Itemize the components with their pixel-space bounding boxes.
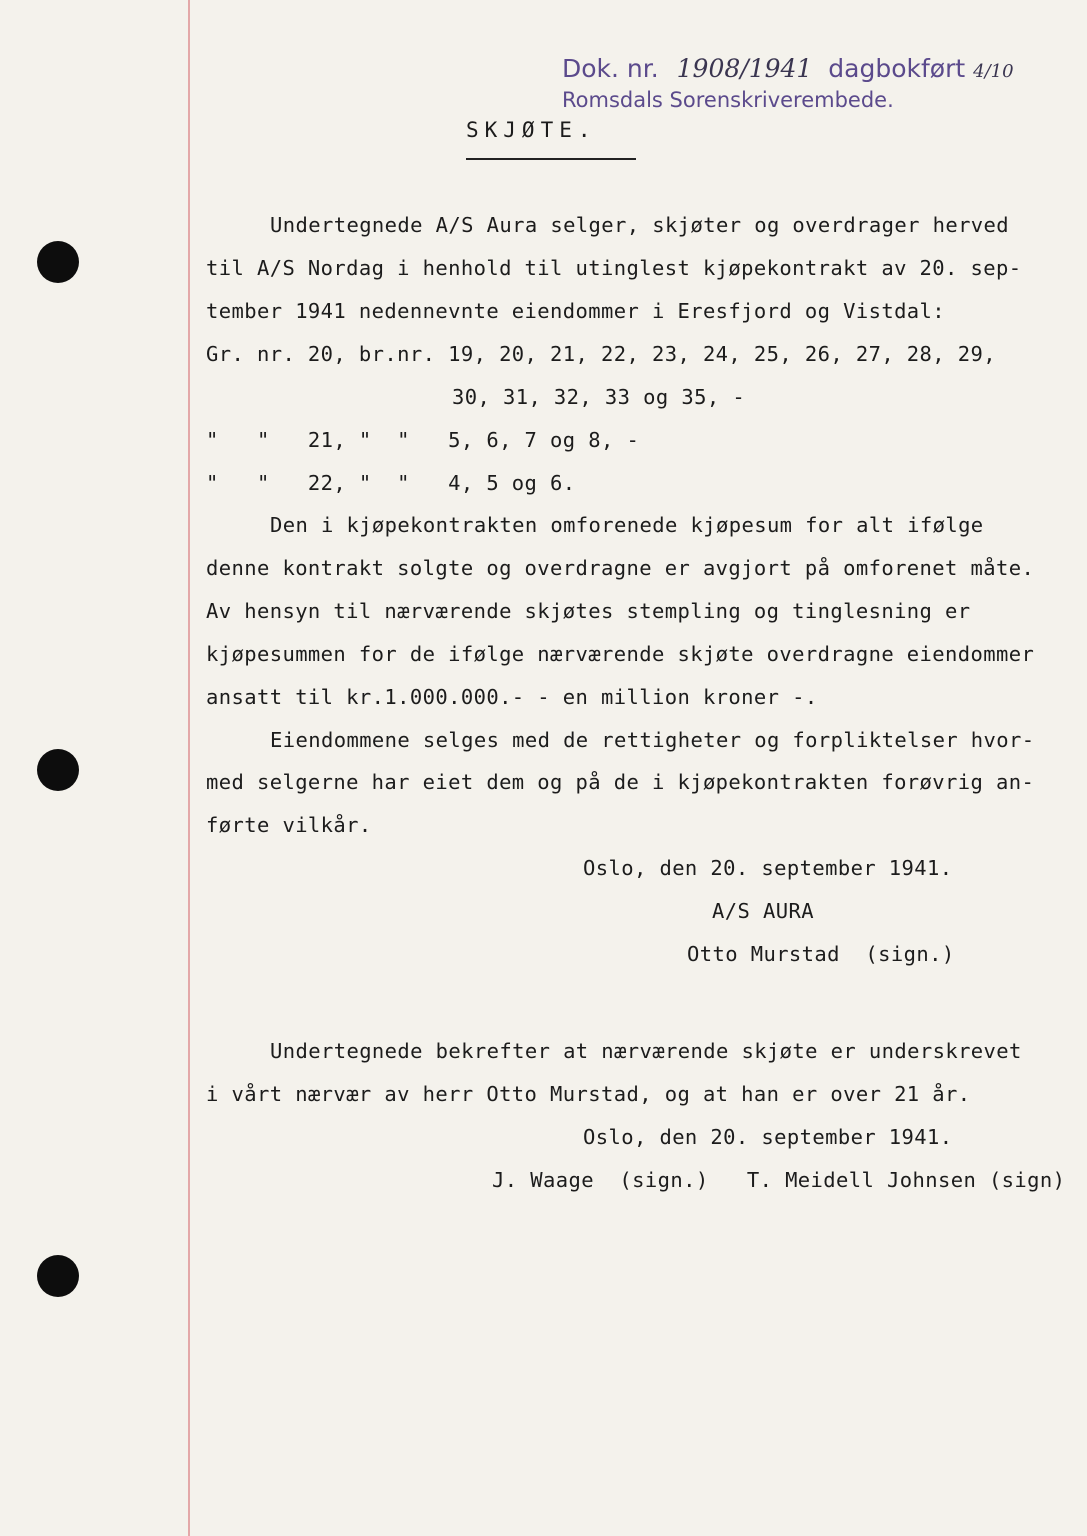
signatory-line: Otto Murstad (sign.) <box>687 942 955 966</box>
text-line: til A/S Nordag i henhold til utinglest kjøpekontrakt av 20. sep- <box>206 256 1022 280</box>
text-line: førte vilkår. <box>206 813 372 837</box>
text-line: Undertegnede A/S Aura selger, skjøter og overdrager herved <box>270 213 1010 237</box>
punch-hole <box>37 241 79 283</box>
stamp-line-2: Romsdals Sorenskriverembede. <box>562 88 894 112</box>
punch-hole <box>37 749 79 791</box>
text-line: ansatt til kr.1.000.000.- - en million kroner -. <box>206 685 818 709</box>
document-title: SKJØTE. <box>466 118 597 142</box>
text-line: med selgerne har eiet dem og på de i kjøpekontrakten forøvrig an- <box>206 770 1035 794</box>
date-line: Oslo, den 20. september 1941. <box>583 1125 953 1149</box>
stamp-date: 4/10 <box>973 61 1014 82</box>
text-line: denne kontrakt solgte og overdragne er avgjort på omforenet måte. <box>206 556 1035 580</box>
title-underline <box>466 158 636 160</box>
margin-line <box>188 0 190 1536</box>
text-line: Undertegnede bekrefter at nærværende skjøte er underskrevet <box>270 1039 1022 1063</box>
text-line: kjøpesummen for de ifølge nærværende skjøte overdragne eiendommer <box>206 642 1035 666</box>
text-line: Eiendommene selges med de rettigheter og forpliktelser hvor- <box>270 728 1035 752</box>
stamp-prefix: Dok. nr. <box>562 54 659 83</box>
punch-hole <box>37 1255 79 1297</box>
text-line: 30, 31, 32, 33 og 35, - <box>452 385 746 409</box>
text-line: Gr. nr. 20, br.nr. 19, 20, 21, 22, 23, 24, 25, 26, 27, 28, 29, <box>206 342 997 366</box>
text-line: Av hensyn til nærværende skjøtes stempling og tinglesning er <box>206 599 971 623</box>
text-line: i vårt nærvær av herr Otto Murstad, og at han er over 21 år. <box>206 1082 971 1106</box>
text-line: " " 22, " " 4, 5 og 6. <box>206 471 576 495</box>
text-line: " " 21, " " 5, 6, 7 og 8, - <box>206 428 640 452</box>
stamp-line-1 <box>562 54 1014 83</box>
company-signature: A/S AURA <box>712 899 814 923</box>
text-line: tember 1941 nedennevnte eiendommer i Eresfjord og Vistdal: <box>206 299 946 323</box>
witness-signatures: J. Waage (sign.) T. Meidell Johnsen (sign) <box>492 1168 1066 1192</box>
stamp-number: 1908 <box>676 54 741 83</box>
stamp-suffix: dagbokført <box>828 54 966 83</box>
stamp-year: /1941 <box>740 54 813 83</box>
text-line: Den i kjøpekontrakten omforenede kjøpesum for alt ifølge <box>270 513 984 537</box>
date-line: Oslo, den 20. september 1941. <box>583 856 953 880</box>
